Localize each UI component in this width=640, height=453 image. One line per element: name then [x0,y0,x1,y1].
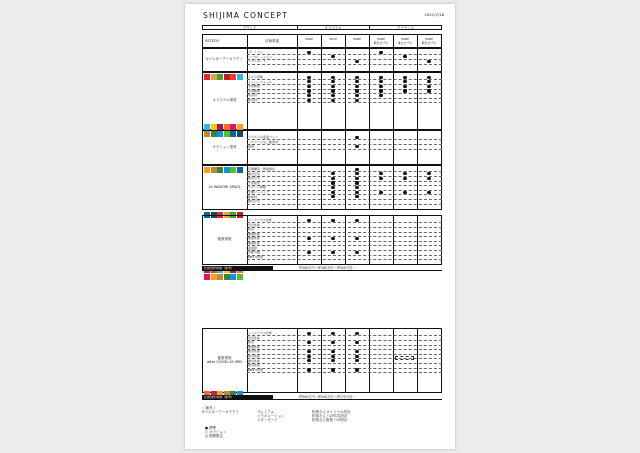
item-label: 健康性能 [248,241,261,245]
section-title: after COVID-19 HPD [207,359,242,364]
item-label: 換気性能 [248,349,261,354]
standard-mark [331,89,334,92]
standard-mark [355,136,358,139]
divider [369,130,370,165]
row-rule [247,149,442,150]
model-header-3: 研究モデル [373,40,389,45]
notes-subject: Vマスターアーキテクト [202,410,239,414]
divider [369,72,370,130]
item-label: 気密性能 [248,335,261,340]
standard-mark [331,237,334,240]
standard-mark [355,99,358,102]
item-header: 評価要素 [265,39,279,43]
divider [393,130,394,165]
standard-mark [355,177,358,180]
legend-item: ○ オプション [205,430,227,434]
model-header-4: 東北モデル [397,40,413,45]
model-header-0: SS60 [305,37,313,41]
item-label: 換気空気 [248,199,261,204]
standard-mark [307,368,310,371]
divider [417,48,418,72]
item-label: 健康性能 [248,231,261,236]
sstech-header: SSTECH [205,39,219,43]
legend-item: ◎ 期間限定 [205,434,224,438]
divider [297,328,298,393]
divider [321,328,322,393]
section-title: Vマスターアーキテクト [206,57,243,61]
standard-mark [355,186,358,189]
divider [345,72,346,130]
divider [369,328,370,393]
original-label: オリジナル [324,25,342,30]
notes-designer: 松岡さん＋LP共同設計 [312,414,348,418]
item-label: プレミアム [248,50,263,54]
standard-mark [307,219,310,222]
model-header-4: SS80 [401,37,409,41]
model-header-3: SS80 [377,37,385,41]
divider [393,72,394,130]
item-label: 健康性能 [248,236,261,241]
item-label: シックハウス対策 [248,331,272,335]
standard-mark [355,251,358,254]
sdgs-icons [204,203,247,209]
item-label: ラジポンの室温コント [248,135,279,139]
item-label: シックハウス対策 [248,218,272,222]
divider [345,328,346,393]
divider [393,328,394,393]
row-rule [247,64,442,65]
item-label: 換気空気 [248,176,261,181]
model-header-5: 研究モデル [421,40,437,45]
notes-grade: プレミアム [257,410,275,414]
item-label: 気密性能 [248,222,261,227]
standard-mark [379,191,382,194]
standard-mark [355,168,358,171]
standard-mark [403,76,406,79]
notes-grade: コラボレーション [257,414,285,418]
standard-mark [331,181,334,184]
divider [345,48,346,72]
standard-mark [379,51,382,54]
item-label: 天窓採光 [248,180,261,185]
divider [297,72,298,130]
divider [202,270,442,271]
standard-mark [307,76,310,79]
standard-mark [331,350,334,353]
section-title: オリジナル建材 [212,98,237,102]
standard-mark [331,332,334,335]
notes-designer: 松岡さんオリジナル設計 [312,410,351,414]
divider [369,48,370,72]
standard-mark [355,332,358,335]
item-label: 断熱材 [248,194,258,199]
standard-mark [331,219,334,222]
divider [321,72,322,130]
standard-mark [331,99,334,102]
cost-values: 坪200万円〜坪200万円〜坪170万円〜 [299,395,356,399]
divider [417,328,418,393]
standard-mark [355,145,358,148]
standard-mark [427,85,430,88]
standard-mark [379,76,382,79]
standard-mark [355,85,358,88]
standard-mark [427,191,430,194]
item-label: 健康性能 [248,344,261,349]
item-label: シジマ床暖 [248,75,263,79]
item-label: スタンダード [248,59,266,64]
item-label: 自動冷暖 [248,250,261,255]
section-title: 健康環境 [217,355,232,360]
row-rule [247,372,442,373]
notes-designer: 松岡さん監修＋LP設計 [312,418,348,422]
standard-mark [331,341,334,344]
model-header-5: SS80 [425,37,433,41]
standard-mark [379,94,382,97]
standard-mark [355,219,358,222]
standard-mark [307,355,310,358]
company-logo: SHIJIMA CONCEPT [203,11,288,20]
item-label: 空調ゾーニング [248,190,269,194]
standard-mark [331,177,334,180]
standard-mark [355,237,358,240]
standard-mark [355,341,358,344]
model-header-1: SS70 [329,37,337,41]
standard-mark [427,76,430,79]
divider [321,130,322,165]
item-label: 木質断熱 [248,88,261,93]
item-label: 木質断熱 [248,84,261,89]
standard-mark [403,177,406,180]
item-label: スーパーウォール [248,79,272,84]
standard-mark [427,89,430,92]
row-rule [247,102,442,103]
standard-mark [355,350,358,353]
standard-mark [355,60,358,63]
divider [417,130,418,165]
standard-mark [355,181,358,184]
item-label: 防音材 [248,98,258,102]
item-label: 換気性能 [248,363,261,368]
standard-mark [307,89,310,92]
standard-mark [307,51,310,54]
item-label: 温湿度 [248,245,258,250]
divider [345,130,346,165]
license-label: ライセンス [396,25,415,30]
model-header-2: SS80 [353,37,361,41]
standard-mark [331,76,334,79]
item-label: 防音 [248,227,255,232]
sdgs-goal-icon [204,274,210,280]
standard-mark [307,251,310,254]
sdgs-goal-icon [237,274,243,280]
sdgs-icons [204,115,247,121]
row-rule [247,204,442,205]
standard-mark [331,368,334,371]
standard-mark [307,237,310,240]
section-title: オプション建材 [212,144,237,149]
standard-mark [331,251,334,254]
standard-mark [331,355,334,358]
divider [297,130,298,165]
standard-mark [427,177,430,180]
divider [393,48,394,72]
standard-mark [355,94,358,97]
standard-mark [331,94,334,97]
standard-mark [355,89,358,92]
item-label: PM2.5対策 [248,367,264,372]
cost-label: 仕様別坪単価（参考） [202,395,273,399]
standard-mark [355,355,358,358]
standard-mark [307,94,310,97]
standard-mark [403,191,406,194]
sdgs-goal-icon [217,274,223,280]
item-label: 防音性能 [248,354,261,358]
sdgs-icons [204,258,247,264]
standard-mark [331,191,334,194]
sdgs-goal-icon [224,274,230,280]
item-label: PM2.5対策 [248,254,264,259]
divider [417,72,418,130]
document-page [185,4,455,449]
standard-mark [307,332,310,335]
sdgs-icons [204,382,247,388]
standard-mark [331,186,334,189]
sdgs-icons [204,65,247,71]
standard-mark [379,89,382,92]
cost-label: 仕様別坪単価（参考） [202,266,273,270]
standard-mark [355,368,358,371]
standard-mark [355,76,358,79]
sdgs-goal-icon [230,274,236,280]
notes-grade: スタンダード [257,418,278,422]
notes-heading: ＜備考＞ [202,406,216,410]
item-label: （エアコンなし暖房床） [248,139,281,144]
section-title: 24 WADORI SPACE [208,184,241,189]
standard-mark [331,85,334,88]
divider [297,48,298,72]
sdgs-goal-icon [211,274,217,280]
cost-values: 坪200万円〜坪180万円〜坪200万円〜 [299,266,356,270]
divider [321,48,322,72]
divider [202,399,442,400]
standard-mark [307,99,310,102]
item-label: 空間構造・断熱強化 [248,167,276,171]
standard-mark [355,191,358,194]
standard-mark [379,85,382,88]
standard-mark [427,60,430,63]
legend-item: ● 標準 [205,426,217,430]
item-label: 防音 [248,340,255,345]
item-label: コラボレーション [248,54,272,59]
dashed-placeholder [395,356,414,360]
item-label: 温湿 [248,144,255,149]
item-label: エアコン屋根 [248,185,266,190]
item-label: 換気空気 [248,171,261,176]
item-label: 防音材 [248,93,258,98]
section-title: 健康環境 [217,237,232,241]
standard-mark [379,177,382,180]
row-rule [247,259,442,260]
document-date: 2021/7/18 [424,12,444,17]
standard-mark [307,350,310,353]
standard-mark [307,341,310,344]
item-label: 換気性能 [248,358,261,363]
brand-label: ブランド [242,25,257,30]
sdgs-icons [204,122,247,128]
standard-mark [307,85,310,88]
standard-mark [403,85,406,88]
sdgs-icons [204,158,247,164]
standard-mark [403,89,406,92]
